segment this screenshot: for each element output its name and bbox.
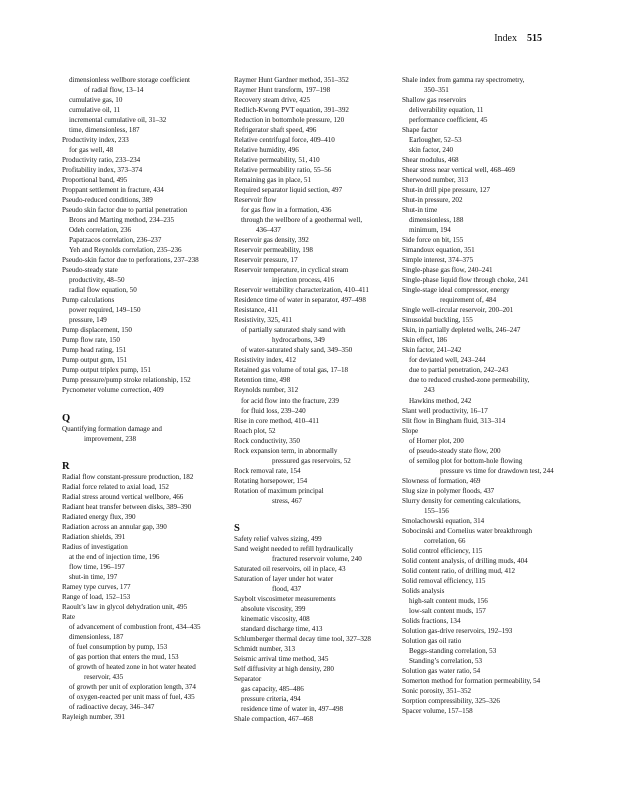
index-entry: of advancement of combustion front, 434–435 (69, 622, 201, 631)
index-entry: Reservoir wettability characterization, 410–411 (234, 286, 369, 295)
index-entry: Slowness of formation, 469 (402, 476, 481, 485)
index-entry: Solid removal efficiency, 115 (402, 576, 486, 585)
index-entry: Quantifying formation damage and (62, 424, 162, 433)
index-entry: of Horner plot, 200 (409, 436, 464, 445)
index-entry: dimensionless, 187 (69, 632, 124, 641)
index-entry: flow time, 196–197 (69, 562, 125, 571)
index-entry: Saturation of layer under hot water (234, 574, 334, 583)
index-entry: Reservoir pressure, 17 (234, 256, 298, 265)
index-entry: Resistivity index, 412 (234, 356, 297, 365)
index-entry: Rotating horsepower, 154 (234, 476, 308, 485)
index-entry: Radiation shields, 391 (62, 532, 126, 541)
index-entry: Safety relief valves sizing, 499 (234, 534, 322, 543)
index-entry: standard discharge time, 413 (241, 624, 323, 633)
running-header (494, 33, 542, 44)
index-entry: Schlumberger thermal decay time tool, 327–328 (234, 634, 371, 643)
index-entry: Single-phase gas flow, 240–241 (402, 266, 493, 275)
index-entry: Skin factor, 241–242 (402, 346, 462, 355)
index-entry: Slug size in polymer floods, 437 (402, 486, 495, 495)
page-number: 515 (527, 33, 542, 44)
index-entry: Redlich-Kwong PVT equation, 391–392 (234, 106, 349, 115)
index-entry: Solid content analysis, of drilling muds, 404 (402, 556, 528, 565)
index-entry: shut-in time, 197 (69, 572, 118, 581)
index-entry: of water-saturated shaly sand, 349–350 (241, 346, 353, 355)
index-entry: Skin effect, 186 (402, 336, 447, 345)
index-entry: Sand weight needed to refill hydraulically (234, 544, 354, 553)
index-entry: deliverability equation, 11 (409, 106, 484, 115)
index-entry: Beggs-standing correlation, 53 (409, 646, 497, 655)
index-entry: Radiated energy flux, 390 (62, 512, 136, 521)
index-entry: Hawkins method, 242 (409, 396, 472, 405)
header-label: Index (494, 33, 517, 44)
index-entry: Pycnometer volume correction, 409 (62, 386, 164, 395)
index-entry: residence time of water in, 497–498 (241, 704, 344, 713)
section-letter: S (234, 522, 240, 534)
index-entry: Sherwood number, 313 (402, 176, 469, 185)
index-entry: Pump pressure/pump stroke relationship, 152 (62, 376, 191, 385)
index-entry: Shear stress near vertical well, 468–469 (402, 166, 516, 175)
index-entry: Solution gas water ratio, 54 (402, 666, 481, 675)
index-entry: productivity, 48–50 (69, 276, 125, 285)
index-entry: gas capacity, 485–486 (241, 684, 304, 693)
index-entry: Solids fractions, 134 (402, 616, 461, 625)
index-entry: Pseudo skin factor due to partial penetration (62, 206, 188, 215)
index-entry: Residence time of water in separator, 497–498 (234, 296, 366, 305)
index-entry: of oxygen-reacted per unit mass of fuel, 435 (69, 692, 195, 701)
index-entry: Refrigerator shaft speed, 496 (234, 126, 317, 135)
index-entry: kinematic viscosity, 408 (241, 614, 310, 623)
index-entry: Sobocinski and Cornelius water breakthrough (402, 526, 533, 535)
index-entry: correlation, 66 (424, 536, 466, 545)
index-column-3 (402, 75, 564, 716)
index-entry: Brons and Marting method, 234–235 (69, 216, 175, 225)
index-entry: Standing’s correlation, 53 (409, 656, 483, 665)
index-entry: of growth per unit of exploration length, 374 (69, 682, 196, 691)
index-entry: performance coefficient, 45 (409, 116, 488, 125)
section-gap (62, 396, 222, 414)
index-entry: Resistance, 411 (234, 306, 279, 315)
index-entry: due to reduced crushed-zone permeability, (409, 376, 530, 385)
index-entry: Relative permeability, 51, 410 (234, 156, 320, 165)
index-entry: Remaining gas in place, 51 (234, 176, 312, 185)
index-entry: Radial flow constant-pressure production, 182 (62, 472, 194, 481)
index-entry: minimum, 194 (409, 226, 451, 235)
index-entry: of growth of heated zone in hot water heated (69, 662, 196, 671)
index-entry: reservoir, 435 (84, 672, 124, 681)
index-entry: Rock removal rate, 154 (234, 466, 301, 475)
index-entry: fractured reservoir volume, 240 (272, 554, 362, 563)
index-entry: at the end of injection time, 196 (69, 552, 160, 561)
index-entry: Somerton method for formation permeability, 54 (402, 676, 541, 685)
index-entry: Slit flow in Bingham fluid, 313–314 (402, 416, 506, 425)
index-entry: cumulative gas, 10 (69, 96, 123, 105)
index-entry: Saturated oil reservoirs, oil in place, 43 (234, 564, 346, 573)
index-entry: 243 (424, 386, 435, 395)
index-entry: Sinusoidal buckling, 155 (402, 316, 473, 325)
index-entry: Relative permeability ratio, 55–56 (234, 166, 332, 175)
index-entry: Self diffusivity at high density, 280 (234, 664, 334, 673)
index-entry: Reservoir permeability, 198 (234, 246, 313, 255)
index-entry: Radius of investigation (62, 542, 128, 551)
index-entry: due to partial penetration, 242–243 (409, 366, 509, 375)
index-entry: Rate (62, 612, 75, 621)
index-entry: Slope (402, 426, 419, 435)
index-entry: injection process, 416 (272, 276, 335, 285)
index-entry: flood, 437 (272, 584, 302, 593)
index-entry: Proportional band, 495 (62, 176, 128, 185)
index-entry: Shut-in drill pipe pressure, 127 (402, 186, 491, 195)
index-entry: Pump flow rate, 150 (62, 336, 120, 345)
index-entry: Required separator liquid section, 497 (234, 186, 343, 195)
section-letter: Q (62, 412, 71, 424)
index-entry: hydrocarbons, 349 (272, 336, 325, 345)
index-entry: 350–351 (424, 86, 449, 95)
index-entry: Separator (234, 674, 262, 683)
index-entry: Single-phase liquid flow through choke, 241 (402, 276, 529, 285)
index-entry: Reservoir flow (234, 196, 277, 205)
index-entry: Slant well productivity, 16–17 (402, 406, 488, 415)
index-entry: of fuel consumption by pump, 153 (69, 642, 168, 651)
index-entry: Shape factor (402, 126, 438, 135)
index-entry: high-salt content muds, 156 (409, 596, 488, 605)
index-entry: Papatzacos correlation, 236–237 (69, 236, 162, 245)
index-entry: stress, 467 (272, 496, 302, 505)
index-entry: of pseudo-steady state flow, 200 (409, 446, 501, 455)
index-entry: Pump calculations (62, 296, 115, 305)
index-entry: Sorption compressibility, 325–326 (402, 696, 500, 705)
index-column-1 (62, 75, 222, 722)
index-entry: Pump head rating, 151 (62, 346, 127, 355)
index-entry: for gas flow in a formation, 436 (241, 206, 332, 215)
index-entry: radial flow equation, 50 (69, 286, 137, 295)
index-entry: Recovery steam drive, 425 (234, 96, 311, 105)
index-entry: Pump output gpm, 151 (62, 356, 128, 365)
index-entry: Pump output triplex pump, 151 (62, 366, 151, 375)
section-letter: R (62, 460, 70, 472)
index-entry: Relative humidity, 496 (234, 146, 299, 155)
index-entry: Radial stress around vertical wellbore, 466 (62, 492, 184, 501)
index-entry: Radiant heat transfer between disks, 389–390 (62, 502, 192, 511)
index-entry: requirement of, 484 (440, 296, 497, 305)
index-entry: Solid control efficiency, 115 (402, 546, 483, 555)
index-entry: Single-stage ideal compressor, energy (402, 286, 510, 295)
index-entry: Solids analysis (402, 586, 445, 595)
index-entry: Single well-circular reservoir, 200–201 (402, 306, 514, 315)
index-entry: Smolachowski equation, 314 (402, 516, 485, 525)
index-entry: Shallow gas reservoirs (402, 96, 467, 105)
index-entry: Yeh and Reynolds correlation, 235–236 (69, 246, 182, 255)
index-entry: through the wellbore of a geothermal well, (241, 216, 363, 225)
index-entry: Solid content ratio, of drilling mud, 412 (402, 566, 516, 575)
index-entry: Spacer volume, 157–158 (402, 706, 473, 715)
index-entry: cumulative oil, 11 (69, 106, 121, 115)
index-entry: Range of load, 152–153 (62, 592, 131, 601)
index-entry: pressure, 149 (69, 316, 107, 325)
index-entry: Raoult’s law in glycol dehydration unit, 495 (62, 602, 188, 611)
index-entry: Reservoir temperature, in cyclical steam (234, 266, 349, 275)
index-entry: Reynolds number, 312 (234, 386, 299, 395)
index-entry: Earlougher, 52–53 (409, 136, 462, 145)
index-entry: of radial flow, 13–14 (84, 86, 144, 95)
index-entry: Reduction in bottomhole pressure, 120 (234, 116, 345, 125)
index-entry: Side force on bit, 155 (402, 236, 464, 245)
index-entry: 436–437 (256, 226, 281, 235)
index-entry: Shear modulus, 468 (402, 156, 459, 165)
index-entry: low-salt content muds, 157 (409, 606, 486, 615)
index-entry: Profitability index, 373–374 (62, 166, 143, 175)
index-entry: Rise in core method, 410–411 (234, 416, 320, 425)
index-entry: Radiation across an annular gap, 390 (62, 522, 167, 531)
index-entry: Relative centrifugal force, 409–410 (234, 136, 335, 145)
index-entry: Pseudo-steady state (62, 266, 118, 275)
index-entry: Solution gas-drive reservoirs, 192–193 (402, 626, 513, 635)
index-entry: Pump displacement, 150 (62, 326, 132, 335)
index-entry: Rock conductivity, 350 (234, 436, 300, 445)
index-entry: power required, 149–150 (69, 306, 141, 315)
index-entry: 155–156 (424, 506, 449, 515)
index-entry: pressure criteria, 494 (241, 694, 301, 703)
index-entry: time, dimensionless, 187 (69, 126, 140, 135)
index-entry: Seismic arrival time method, 345 (234, 654, 329, 663)
section-gap (62, 444, 222, 462)
index-entry: for fluid loss, 239–240 (241, 406, 306, 415)
index-entry: Reservoir gas density, 392 (234, 236, 309, 245)
index-entry: Saybolt viscosimeter measurements (234, 594, 336, 603)
index-entry: Simple interest, 374–375 (402, 256, 474, 265)
index-entry: of radioactive decay, 346–347 (69, 702, 155, 711)
index-entry: Schmidt number, 313 (234, 644, 295, 653)
index-entry: Sonic porosity, 351–352 (402, 686, 472, 695)
index-entry: Simandoux equation, 351 (402, 246, 475, 255)
index-entry: of partially saturated shaly sand with (241, 326, 346, 335)
index-entry: Proppant settlement in fracture, 434 (62, 186, 164, 195)
index-entry: improvement, 238 (84, 434, 137, 443)
index-entry: of gas portion that enters the mud, 153 (69, 652, 179, 661)
index-entry: Retention time, 498 (234, 376, 291, 385)
index-entry: Pseudo-skin factor due to perforations, 237–238 (62, 256, 199, 265)
index-entry: Productivity ratio, 233–234 (62, 156, 141, 165)
index-entry: skin factor, 240 (409, 146, 454, 155)
index-entry: Rock expansion term, in abnormally (234, 446, 338, 455)
index-entry: for deviated well, 243–244 (409, 356, 486, 365)
index-entry: Pseudo-reduced conditions, 389 (62, 196, 153, 205)
index-entry: Shut-in time (402, 206, 438, 215)
index-entry: dimensionless wellbore storage coefficient (69, 76, 191, 84)
index-entry: Rayleigh number, 391 (62, 712, 125, 721)
index-entry: Solution gas oil ratio (402, 636, 462, 645)
index-entry: for gas well, 48 (69, 146, 114, 155)
index-entry: Productivity index, 233 (62, 136, 129, 145)
index-entry: pressure vs time for drawdown test, 244 (440, 466, 554, 475)
index-entry: absolute viscosity, 399 (241, 604, 306, 613)
index-entry: Skin, in partially depleted wells, 246–247 (402, 326, 521, 335)
index-entry: pressured gas reservoirs, 52 (272, 456, 351, 465)
section-gap (234, 506, 394, 524)
index-entry: Odeh correlation, 236 (69, 226, 132, 235)
index-entry: incremental cumulative oil, 31–32 (69, 116, 167, 125)
index-entry: Resistivity, 325, 411 (234, 316, 292, 325)
index-entry: Shut-in pressure, 202 (402, 196, 463, 205)
index-entry: Roach plot, 52 (234, 426, 276, 435)
index-entry: Rotation of maximum principal (234, 486, 324, 495)
index-entry: for acid flow into the fracture, 239 (241, 396, 339, 405)
index-entry: Raymer Hunt transform, 197–198 (234, 86, 331, 95)
index-entry: Radial force related to axial load, 152 (62, 482, 169, 491)
index-entry: Retained gas volume of total gas, 17–18 (234, 366, 349, 375)
index-entry: Raymer Hunt Gardner method, 351–352 (234, 76, 349, 84)
index-entry: of semilog plot for bottom-hole flowing (409, 456, 523, 465)
index-column-2 (234, 75, 394, 724)
index-entry: Slurry density for cementing calculations, (402, 496, 521, 505)
index-entry: Shale compaction, 467–468 (234, 714, 314, 723)
index-entry: Shale index from gamma ray spectrometry, (402, 76, 525, 84)
index-entry: Ramey type curves, 177 (62, 582, 131, 591)
index-entry: dimensionless, 188 (409, 216, 464, 225)
